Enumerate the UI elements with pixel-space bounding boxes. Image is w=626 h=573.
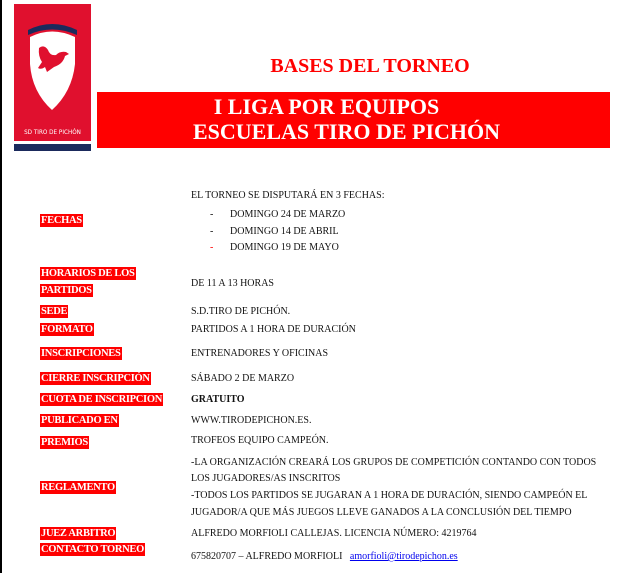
date-bullet: - — [210, 242, 214, 253]
label-juez-arbitro: JUEZ ARBITRO — [41, 528, 116, 539]
label-cuota: CUOTA DE INSCRIPCION — [41, 394, 162, 405]
contact-email-link[interactable]: amorfioli@tirodepichon.es — [349, 551, 458, 562]
sede-value: S.D.TIRO DE PICHÓN. — [191, 306, 291, 317]
formato-value: PARTIDOS A 1 HORA DE DURACIÓN — [191, 324, 356, 335]
label-horarios-line2: PARTIDOS — [41, 285, 92, 296]
title-line-2: ESCUELAS TIRO DE PICHÓN — [192, 119, 501, 144]
label-sede: SEDE — [41, 306, 68, 317]
cierre-value: SÁBADO 2 DE MARZO — [191, 373, 295, 384]
date-item: DOMINGO 24 DE MARZO — [230, 209, 346, 220]
label-publicado: PUBLICADO EN — [41, 415, 118, 426]
page-subtitle: BASES DEL TORNEO — [270, 55, 470, 77]
label-fechas: FECHAS — [41, 215, 82, 226]
title-banner — [97, 92, 610, 148]
logo-text: SD TIRO DE PICHÓN — [24, 129, 81, 136]
club-logo — [14, 4, 91, 151]
date-bullet: - — [210, 209, 214, 220]
premios-value: TROFEOS EQUIPO CAMPEÓN. — [191, 435, 329, 446]
reglamento-line: JUGADOR/A QUE MÁS JUEGOS LLEVE GANADOS A LA CONCLUSIÓN DEL TIEMPO — [191, 507, 572, 518]
juez-value: ALFREDO MORFIOLI CALLEJAS. LICENCIA NÚMERO: 4219764 — [191, 528, 477, 539]
date-item: DOMINGO 14 DE ABRIL — [230, 226, 339, 237]
label-formato: FORMATO — [41, 324, 93, 335]
cuota-value: GRATUITO — [191, 394, 245, 405]
date-bullet: - — [210, 226, 214, 237]
reglamento-line: -LA ORGANIZACIÓN CREARÁ LOS GRUPOS DE COMPETICIÓN CONTANDO CON TODOS — [191, 457, 597, 468]
label-contacto: CONTACTO TORNEO — [41, 544, 144, 555]
label-cierre-inscripcion: CIERRE INSCRIPCIÓN — [41, 373, 150, 384]
label-premios: PREMIOS — [41, 437, 88, 448]
date-item: DOMINGO 19 DE MAYO — [230, 242, 339, 253]
inscripciones-value: ENTRENADORES Y OFICINAS — [191, 348, 329, 359]
contacto-value — [191, 550, 458, 563]
logo-stripe-navy — [14, 144, 91, 151]
reglamento-line: -TODOS LOS PARTIDOS SE JUGARAN A 1 HORA DE DURACIÓN, SIENDO CAMPEÓN EL — [191, 490, 588, 501]
publicado-value: WWW.TIRODEPICHON.ES. — [191, 415, 312, 426]
reglamento-line: LOS JUGADORES/AS INSCRITOS — [191, 473, 341, 484]
label-horarios-line1: HORARIOS DE LOS — [41, 268, 135, 279]
fechas-intro: EL TORNEO SE DISPUTARÁ EN 3 FECHAS: — [191, 190, 385, 201]
page-left-border — [0, 0, 2, 573]
contacto-phone-name: 675820707 – ALFREDO MORFIOLI — [191, 551, 343, 562]
label-reglamento: REGLAMENTO — [41, 482, 115, 493]
title-line-1: I LIGA POR EQUIPOS — [213, 94, 440, 119]
label-inscripciones: INSCRIPCIONES — [41, 348, 121, 359]
horarios-value: DE 11 A 13 HORAS — [191, 278, 274, 289]
